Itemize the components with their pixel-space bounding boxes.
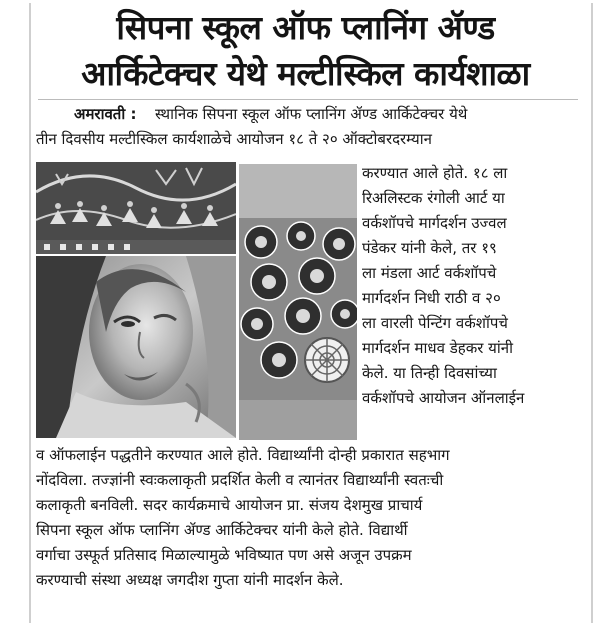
- column-line-6: मार्गदर्शन निधी राठी व २०: [362, 289, 501, 307]
- column-line-4: पंडेकर यांनी केले, तर १९: [362, 239, 497, 257]
- body-line-4: नोंदविला. तज्ज्ञांनी स्वःकलाकृती प्रदर्शित केली व त्यानंतर विद्यार्थ्यांनी स्वतःची: [36, 471, 444, 489]
- column-line-2: रिअलिस्टक रंगोली आर्ट या: [362, 189, 505, 207]
- headline-line-2: आर्किटेक्चर येथे मल्टीस्किल कार्यशाळा: [81, 54, 530, 93]
- column-line-5: ला मंडला आर्ट वर्कशॉपचे: [362, 264, 497, 282]
- headline-line-1: सिपना स्कूल ऑफ प्लानिंग ॲण्ड: [116, 8, 495, 47]
- headline-divider: [38, 99, 578, 100]
- column-line-10: वर्कशॉपचे आयोजन ऑनलाईन: [362, 389, 525, 407]
- column-line-1: करण्यात आले होते. १८ ला: [362, 164, 508, 182]
- body-line-6: सिपना स्कूल ऑफ प्लानिंग ॲण्ड आर्किटेक्चर यांनी केले होते. विद्यार्थी: [36, 521, 408, 539]
- left-photo: [36, 162, 236, 438]
- body-line-8: करण्याची संस्था अध्यक्ष जगदीश गुप्ता यांनी मादर्शन केले.: [36, 571, 344, 589]
- body-line-5: कलाकृती बनविली. सदर कार्यक्रमाचे आयोजन प्रा. संजय देशमुख प्राचार्य: [36, 496, 423, 514]
- column-line-7: ला वारली पेन्टिंग वर्कशॉपचे: [362, 314, 508, 332]
- column-line-3: वर्कशॉपचे मार्गदर्शन उज्वल: [362, 214, 507, 232]
- body-line-7: वर्गाचा उस्फूर्त प्रतिसाद मिळाल्यामुळे भविष्यात पण असे अजून उपक्रम: [36, 546, 412, 564]
- body-line-1: स्थानिक सिपना स्कूल ऑफ प्लानिंग ॲण्ड आर्किटेक्चर येथे: [155, 105, 468, 123]
- mandala-image: [239, 164, 357, 440]
- column-line-9: केले. या तिन्ही दिवसांच्या: [362, 364, 497, 382]
- dateline: अमरावती :: [74, 105, 137, 123]
- column-line-8: मार्गदर्शन माधव डेहकर यांनी: [362, 339, 513, 357]
- body-line-3: व ऑफलाईन पद्धतीने करण्यात आले होते. विद्यार्थ्यांनी दोन्ही प्रकारात सहभाग: [36, 446, 450, 464]
- body-line-2: तीन दिवसीय मल्टीस्किल कार्यशाळेचे आयोजन १८ ते २० ऑक्टोबरदरम्यान: [36, 130, 432, 148]
- right-photo: [239, 164, 357, 440]
- warli-and-portrait-image: [36, 162, 236, 438]
